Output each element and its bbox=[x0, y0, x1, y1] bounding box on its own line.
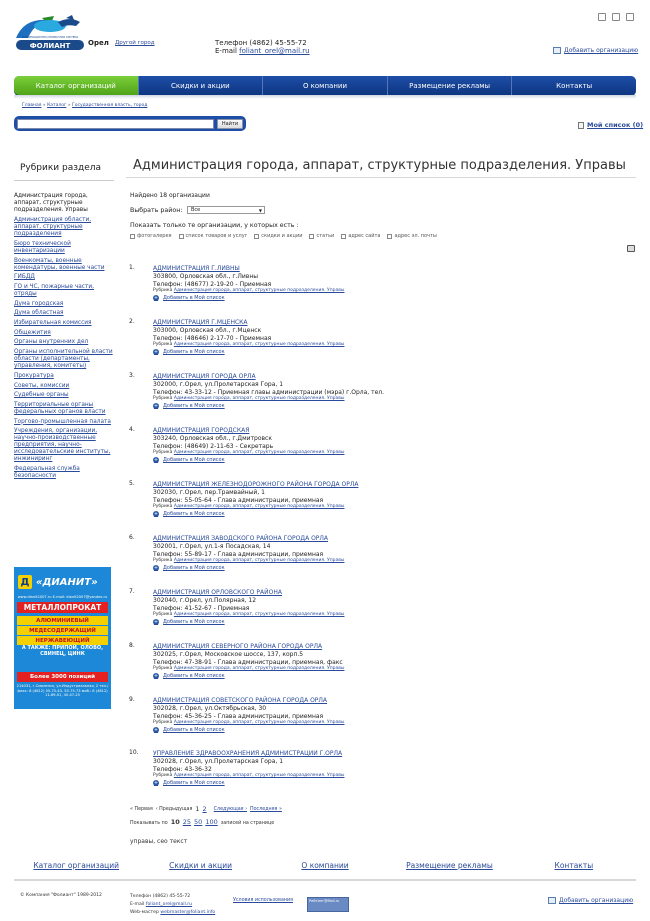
org-phone: Телефон: 47-38-91 - Глава администрации, приемная, факс bbox=[153, 658, 343, 666]
org-category-label: Рубрика bbox=[153, 612, 173, 618]
add-to-list-link[interactable] bbox=[153, 779, 623, 787]
ad-line: АЛЮМИНИЕВЫЙ bbox=[17, 616, 108, 625]
header-phone: Телефон (4862) 45-55-72 bbox=[215, 39, 307, 47]
copyright: © Компания "Фолиант" 1989-2012 bbox=[20, 893, 102, 898]
divider bbox=[126, 177, 636, 178]
org-address: 302000, г.Орел, ул.Пролетарская Гора, 1 bbox=[153, 381, 284, 388]
org-category-link[interactable]: Администрация города, аппарат, структурные подразделения. Управы bbox=[173, 504, 345, 510]
sidebar-item[interactable]: Судебные органы bbox=[14, 392, 69, 399]
breadcrumb-gov[interactable]: Государственная власть, город bbox=[72, 103, 148, 108]
org-category-label: Рубрика bbox=[153, 450, 173, 456]
footer-webmaster-label: Web-мастер bbox=[130, 910, 161, 915]
sidebar-item[interactable]: Военкоматы, военные комендатуры, военные части bbox=[14, 257, 105, 271]
divider bbox=[14, 879, 636, 881]
org-address: 303800, Орловская обл., г.Ливны bbox=[153, 273, 259, 280]
per-page-10: 10 bbox=[170, 818, 180, 826]
nav-shadow bbox=[14, 95, 636, 99]
org-phone: Телефон: (48646) 2-17-70 - Приемная bbox=[153, 334, 272, 342]
add-org-icon bbox=[553, 47, 561, 54]
org-category-label: Рубрика bbox=[153, 396, 173, 402]
org-category-label: Рубрика bbox=[153, 720, 173, 726]
per-page-label: Показывать по bbox=[130, 821, 168, 826]
sidebar-item[interactable]: Дума городская bbox=[14, 300, 64, 307]
filter-label: Показать только те организации, у которых есть : bbox=[130, 222, 299, 229]
plus-icon: + bbox=[153, 619, 159, 626]
search-input[interactable] bbox=[17, 119, 214, 129]
plus-icon: + bbox=[153, 457, 159, 464]
add-to-list-label: Добавить в Мой список bbox=[163, 565, 225, 572]
sidebar-item[interactable]: Бюро технической инвентаризации bbox=[14, 240, 71, 255]
org-phone: Телефон: 55-89-17 - Глава администрации, приемная bbox=[153, 550, 324, 558]
org-number: 5. bbox=[129, 480, 135, 487]
ad-brand bbox=[18, 571, 107, 593]
add-to-list-label: Добавить в Мой список bbox=[163, 457, 225, 464]
add-to-list-link[interactable] bbox=[153, 294, 623, 302]
plus-icon: + bbox=[153, 295, 159, 302]
org-category-link[interactable]: Администрация города, аппарат, структурные подразделения. Управы bbox=[173, 612, 345, 618]
footer-email-label: E-mail bbox=[130, 902, 146, 907]
org-category-link[interactable]: Администрация города, аппарат, структурные подразделения. Управы bbox=[173, 558, 345, 564]
filter-label-text: адрес эл. почты bbox=[394, 233, 437, 239]
org-category-label: Рубрика bbox=[153, 558, 173, 564]
pager-page-2[interactable]: 2 bbox=[202, 805, 207, 813]
footer-nav-advertising[interactable]: Размещение рекламы bbox=[406, 861, 493, 870]
sidebar-item[interactable]: Федеральная служба безопасности bbox=[14, 466, 80, 480]
top-icons bbox=[598, 13, 636, 23]
org-name-link[interactable]: АДМИНИСТРАЦИЯ Г.ЛИВНЫ bbox=[153, 265, 240, 272]
per-page-50[interactable]: 50 bbox=[194, 818, 203, 826]
add-to-list-label: Добавить в Мой список bbox=[163, 349, 225, 356]
per-page-suffix: записей на странице bbox=[220, 821, 275, 826]
add-to-list-label: Добавить в Мой список bbox=[163, 295, 225, 302]
checkbox[interactable] bbox=[254, 234, 259, 239]
add-to-list-link[interactable] bbox=[153, 510, 623, 518]
pager-current: 1 bbox=[195, 805, 200, 813]
org-category-link[interactable]: Администрация города, аппарат, структурные подразделения. Управы bbox=[173, 720, 345, 726]
add-to-list-label: Добавить в Мой список bbox=[163, 403, 225, 410]
nav-advertising[interactable]: Размещение рекламы bbox=[388, 76, 513, 95]
sidebar-item[interactable]: Учреждения, организации, научно-производственные предприятия, научно-исследовательские институты, инжиниринг bbox=[14, 428, 111, 463]
logo[interactable] bbox=[14, 14, 86, 56]
add-to-list-label: Добавить в Мой список bbox=[163, 780, 225, 787]
org-name-link[interactable]: АДМИНИСТРАЦИЯ ГОРОДСКАЯ bbox=[153, 427, 250, 434]
current-city: Орел bbox=[88, 39, 109, 47]
org-category-label: Рубрика bbox=[153, 773, 173, 779]
org-address: 302030, г.Орел, пер.Трамвайный, 1 bbox=[153, 489, 265, 496]
org-address: 302025, г.Орел, Московское шоссе, 137, корп.5 bbox=[153, 651, 304, 658]
sidebar-current-category: Администрация города, аппарат, структурные подразделения. Управы bbox=[14, 193, 88, 214]
pager-last[interactable]: Последняя » bbox=[250, 806, 282, 812]
filter-photo[interactable] bbox=[130, 233, 172, 239]
org-name-link[interactable]: АДМИНИСТРАЦИЯ ЗАВОДСКОГО РАЙОНА ГОРОДА ОРЛА bbox=[153, 535, 329, 542]
nav-contacts[interactable]: Контакты bbox=[556, 81, 593, 90]
sidebar-title: Рубрики раздела bbox=[20, 163, 102, 173]
plus-icon: + bbox=[153, 403, 159, 410]
region-label: Выбрать район: bbox=[130, 207, 183, 214]
org-phone: Телефон: 41-52-67 - Приемная bbox=[153, 604, 250, 612]
ad-also: А ТАКЖЕ: ПРИПОЙ, ОЛОВО, СВИНЕЦ, ЦИНК bbox=[21, 645, 104, 658]
pager-prev[interactable]: ‹ Предыдущая bbox=[155, 806, 193, 812]
region-select[interactable] bbox=[187, 206, 265, 214]
org-number: 2. bbox=[129, 318, 135, 325]
add-to-list-label: Добавить в Мой список bbox=[163, 511, 225, 518]
ad-logo-icon: Д bbox=[18, 575, 32, 589]
org-number: 10. bbox=[129, 749, 139, 756]
email-link[interactable]: foliant_orel@mail.ru bbox=[239, 47, 310, 55]
add-org-label: Добавить организацию bbox=[564, 47, 639, 54]
org-number: 8. bbox=[129, 642, 135, 649]
org-address: 302028, г.Орел, ул.Пролетарская Гора, 1 bbox=[153, 758, 284, 765]
org-phone: Телефон: 45-36-25 - Глава администрации, приемная bbox=[153, 712, 324, 720]
add-to-list-label: Добавить в Мой список bbox=[163, 619, 225, 626]
org-phone: Телефон: 55-05-64 - Глава администрации, приемная bbox=[153, 496, 324, 504]
header-email bbox=[215, 47, 310, 55]
filter-label-text: адрес сайта bbox=[348, 233, 381, 239]
add-org-icon bbox=[548, 897, 556, 904]
add-to-list-link[interactable] bbox=[153, 672, 623, 680]
footer-nav bbox=[14, 861, 636, 870]
breadcrumb: Главная » Каталог » Государственная власть, город bbox=[22, 103, 148, 108]
add-to-list-link[interactable] bbox=[153, 618, 623, 626]
org-address: 302028, г.Орел, ул.Октябрьская, 30 bbox=[153, 705, 267, 712]
footer-nav-about[interactable]: О компании bbox=[301, 861, 349, 870]
ad-site: www.dianit2007.ru E-mail: dianit2007@yandex.ru bbox=[17, 595, 108, 599]
footer-nav-catalog[interactable]: Каталог организаций bbox=[33, 861, 120, 870]
filter-discounts[interactable] bbox=[254, 233, 302, 239]
ad-more: Более 3000 позиций bbox=[17, 672, 108, 682]
org-name-link[interactable]: АДМИНИСТРАЦИЯ ГОРОДА ОРЛА bbox=[153, 373, 256, 380]
org-phone: Телефон: 43-33-12 - Приемная главы администрации (мэра) г.Орла, тел. bbox=[153, 388, 385, 396]
chevron-down-icon: ▼ bbox=[258, 207, 262, 213]
org-phone: Телефон: (48677) 2-19-20 - Приемная bbox=[153, 280, 272, 288]
logo-text: ФОЛИАНТ bbox=[29, 42, 71, 50]
seo-text: управы, сео текст bbox=[130, 838, 188, 845]
filter-articles[interactable] bbox=[309, 233, 334, 239]
org-number: 3. bbox=[129, 372, 135, 379]
checkbox[interactable] bbox=[341, 234, 346, 239]
ad-banner[interactable] bbox=[14, 567, 111, 709]
filter-label-text: скидки и акции bbox=[261, 233, 303, 239]
add-organization-link-footer[interactable] bbox=[548, 897, 633, 904]
filter-label-text: фотогалерея bbox=[137, 233, 172, 239]
pager-first[interactable]: « Первая bbox=[130, 806, 153, 812]
plus-icon: + bbox=[153, 727, 159, 734]
terms-link[interactable]: Условия использования bbox=[233, 898, 294, 903]
add-to-list-link[interactable] bbox=[153, 402, 623, 410]
org-number: 1. bbox=[129, 264, 135, 271]
add-to-list-link[interactable] bbox=[153, 564, 623, 572]
plus-icon: + bbox=[153, 511, 159, 518]
pagination bbox=[130, 805, 282, 813]
footer-email-link[interactable]: foliant_orel@mail.ru bbox=[145, 902, 193, 907]
org-name-link[interactable]: АДМИНИСТРАЦИЯ СОВЕТСКОГО РАЙОНА ГОРОДА ОРЛА bbox=[153, 697, 328, 704]
org-number: 4. bbox=[129, 426, 135, 433]
breadcrumb-home[interactable]: Главная bbox=[22, 103, 42, 108]
org-name-link[interactable]: АДМИНИСТРАЦИЯ Г.МЦЕНСКА bbox=[153, 319, 248, 326]
results-count: Найдено 18 организации bbox=[130, 192, 210, 199]
email-label: E-mail bbox=[215, 47, 240, 55]
nav-discounts[interactable]: Скидки и акции bbox=[139, 76, 264, 95]
sidebar-item[interactable]: ГО и ЧС, пожарные части, отряды bbox=[14, 284, 94, 298]
footer-contacts bbox=[130, 893, 215, 917]
per-page bbox=[130, 818, 274, 826]
sidebar-item[interactable]: Органы исполнительной власти области (департаменты, управления, комитеты) bbox=[14, 349, 113, 370]
nav-about[interactable]: О компании bbox=[263, 76, 388, 95]
org-phone: Телефон: 43-36-32 bbox=[153, 765, 212, 773]
home-icon[interactable] bbox=[598, 13, 606, 21]
checkbox[interactable] bbox=[309, 234, 314, 239]
logo-subtext: ИНФОРМАЦИОННО-СПРАВОЧНАЯ СИСТЕМА bbox=[21, 36, 79, 39]
my-list-link[interactable] bbox=[578, 121, 643, 129]
list-icon bbox=[578, 122, 584, 129]
footer-webmaster-link[interactable]: webmaster@foliant.info bbox=[160, 910, 216, 915]
filter-site[interactable] bbox=[341, 233, 380, 239]
org-name-link[interactable]: АДМИНИСТРАЦИЯ ЖЕЛЕЗНОДОРОЖНОГО РАЙОНА ГОРОДА ОРЛА bbox=[153, 481, 359, 488]
checkbox[interactable] bbox=[179, 234, 184, 239]
sidebar-item[interactable]: Органы внутренних дел bbox=[14, 339, 89, 346]
sidebar-item[interactable]: Общежития bbox=[14, 329, 51, 336]
checkbox[interactable] bbox=[387, 234, 392, 239]
footer-phone: Телефон (4862) 45-55-72 bbox=[130, 894, 191, 899]
nav-catalog[interactable]: Каталог организаций bbox=[14, 76, 139, 95]
region-value: Все bbox=[191, 207, 201, 213]
org-phone: Телефон: (48649) 2-11-63 - Секретарь bbox=[153, 442, 274, 450]
org-category-link[interactable]: Администрация города, аппарат, структурные подразделения. Управы bbox=[173, 288, 345, 294]
page-title: Администрация города, аппарат, структурные подразделения. Управы bbox=[133, 158, 626, 173]
ad-brand-name: «ДИАНИТ» bbox=[36, 576, 98, 588]
plus-icon: + bbox=[153, 780, 159, 787]
divider bbox=[14, 180, 114, 181]
footer-nav-discounts[interactable]: Скидки и акции bbox=[169, 861, 233, 870]
org-category-label: Рубрика bbox=[153, 504, 173, 510]
sitemap-icon[interactable] bbox=[626, 13, 634, 21]
rating-counter[interactable]: Рейтинг@Mail.ru bbox=[307, 897, 349, 912]
org-category-label: Рубрика bbox=[153, 342, 173, 348]
org-category-link[interactable]: Администрация города, аппарат, структурные подразделения. Управы bbox=[173, 342, 345, 348]
filter-label-text: статьи bbox=[316, 233, 335, 239]
add-to-list-link[interactable] bbox=[153, 456, 623, 464]
main-nav bbox=[14, 76, 636, 95]
org-category-link[interactable]: Администрация города, аппарат, структурные подразделения. Управы bbox=[173, 450, 345, 456]
org-number: 6. bbox=[129, 534, 135, 541]
add-organization-link[interactable] bbox=[553, 47, 638, 54]
org-name-link[interactable]: УПРАВЛЕНИЕ ЗДРАВООХРАНЕНИЯ АДМИНИСТРАЦИИ Г.ОРЛА bbox=[153, 750, 343, 757]
search-bar bbox=[14, 116, 246, 131]
filters bbox=[130, 233, 437, 239]
checkbox[interactable] bbox=[130, 234, 135, 239]
org-number: 9. bbox=[129, 696, 135, 703]
ad-line: НЕРЖАВЕЮЩИЙ bbox=[17, 636, 108, 645]
add-org-label: Добавить организацию bbox=[559, 897, 634, 904]
ad-headline: МЕТАЛЛОПРОКАТ bbox=[17, 602, 108, 613]
sidebar-item[interactable]: Прокуратура bbox=[14, 372, 54, 379]
search-button[interactable]: Найти bbox=[217, 119, 243, 129]
breadcrumb-catalog[interactable]: Каталог bbox=[47, 103, 67, 108]
ad-line: МЕДЕСОДЕРЖАЩИЙ bbox=[17, 626, 108, 635]
other-city-link[interactable]: Другой город bbox=[115, 40, 155, 46]
print-icon[interactable] bbox=[627, 245, 635, 252]
sidebar-item[interactable]: Дума областная bbox=[14, 310, 64, 317]
ad-address: 214031, г.Смоленск, ул.Индустриальная, 2 тел./факс: 8 (4812) 55-75-43, 55-75-73 моб.: 8 (4812) 11-69-01, 40-47-25 bbox=[16, 684, 109, 698]
filter-label-text: список товаров и услуг bbox=[185, 233, 248, 239]
add-to-list-link[interactable] bbox=[153, 726, 623, 734]
org-address: 303000, Орловская обл., г.Мценск bbox=[153, 327, 262, 334]
org-address: 303240, Орловская обл., г.Дмитровск bbox=[153, 435, 272, 442]
add-to-list-link[interactable] bbox=[153, 348, 623, 356]
org-category-link[interactable]: Администрация города, аппарат, структурные подразделения. Управы bbox=[173, 773, 345, 779]
filter-email[interactable] bbox=[387, 233, 436, 239]
add-to-list-label: Добавить в Мой список bbox=[163, 673, 225, 680]
org-name-link[interactable]: АДМИНИСТРАЦИЯ ОРЛОВСКОГО РАЙОНА bbox=[153, 589, 282, 596]
sidebar-item[interactable]: Торгово-промышленная палата bbox=[14, 418, 111, 425]
org-number: 7. bbox=[129, 588, 135, 595]
sidebar-item[interactable]: Советы, комиссии bbox=[14, 382, 70, 389]
plus-icon: + bbox=[153, 673, 159, 680]
per-page-25[interactable]: 25 bbox=[182, 818, 192, 826]
org-name-link[interactable]: АДМИНИСТРАЦИЯ СЕВЕРНОГО РАЙОНА ГОРОДА ОРЛА bbox=[153, 643, 323, 650]
per-page-100[interactable]: 100 bbox=[205, 818, 218, 826]
sidebar-item[interactable]: Территориальные органы федеральных органов власти bbox=[14, 401, 106, 415]
org-category-label: Рубрика bbox=[153, 288, 173, 294]
footer-nav-contacts[interactable]: Контакты bbox=[554, 861, 594, 870]
pager-next[interactable]: Следующая › bbox=[213, 806, 248, 812]
org-category-label: Рубрика bbox=[153, 666, 173, 672]
org-address: 302001, г.Орел, ул.1-я Посадская, 14 bbox=[153, 543, 271, 550]
sidebar-item[interactable]: Администрация области, аппарат, структурные подразделения bbox=[14, 217, 92, 238]
org-category-link[interactable]: Администрация города, аппарат, структурные подразделения. Управы bbox=[173, 396, 345, 402]
plus-icon: + bbox=[153, 565, 159, 572]
add-to-list-label: Добавить в Мой список bbox=[163, 727, 225, 734]
sidebar-categories bbox=[14, 193, 114, 483]
filter-goods[interactable] bbox=[179, 233, 248, 239]
my-list-label: Мой список (0) bbox=[587, 121, 644, 129]
org-address: 302040, г.Орел, ул.Полярная, 12 bbox=[153, 597, 257, 604]
mail-icon[interactable] bbox=[612, 13, 620, 21]
plus-icon: + bbox=[153, 349, 159, 356]
sidebar-item[interactable]: ГИБДД bbox=[14, 274, 35, 281]
org-category-link[interactable]: Администрация города, аппарат, структурные подразделения. Управы bbox=[173, 666, 345, 672]
sidebar-item[interactable]: Избирательная комиссия bbox=[14, 320, 92, 327]
